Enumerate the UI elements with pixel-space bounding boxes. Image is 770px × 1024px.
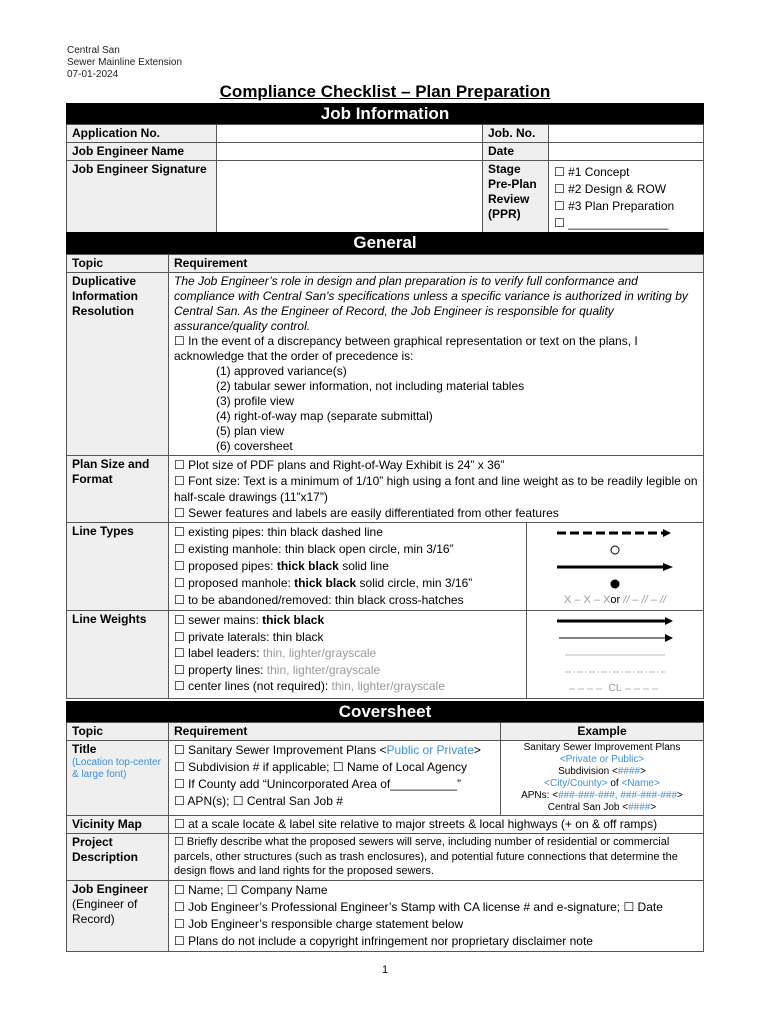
text-segment: ☐ property lines: <box>174 662 267 677</box>
checklist-item[interactable] <box>174 592 521 609</box>
job-engineer-name-label: Job Engineer Name <box>67 143 217 161</box>
line-types-items <box>169 523 527 611</box>
checklist-item[interactable] <box>174 662 521 679</box>
hatch-x: X – X – X <box>563 594 611 606</box>
line-weights-symbols <box>527 611 704 699</box>
checklist-item[interactable] <box>174 558 521 575</box>
checklist-item[interactable]: ☐ Plans do not include a copyright infringement nor proprietary disclaimer note <box>174 933 593 948</box>
text-segment: ☐ proposed pipes: <box>174 559 277 573</box>
job-no-label: Job. No. <box>483 125 549 143</box>
text-segment: ☐ private laterals: thin black <box>174 629 324 644</box>
example-line <box>506 802 698 814</box>
stage-option-design-row[interactable]: ☐ #2 Design & ROW <box>554 182 667 196</box>
job-engineer-signature-label: Job Engineer Signature <box>67 161 217 234</box>
document-header <box>67 45 182 81</box>
stage-options <box>549 161 704 234</box>
text-segment: > <box>650 802 657 813</box>
checklist-item[interactable] <box>174 645 521 662</box>
org-name: Central San <box>67 45 120 56</box>
page-title <box>0 82 770 102</box>
solid-circle-icon <box>532 575 698 592</box>
title-topic-cell <box>67 741 169 816</box>
text-segment: > <box>677 790 683 801</box>
job-engineer-note: (Engineer of Record) <box>72 896 138 926</box>
general-table <box>66 254 704 699</box>
text-segment: ☐ label leaders: <box>174 646 263 660</box>
text-segment: ☐ Sanitary Sewer Improvement Plans < <box>174 743 387 757</box>
example-line <box>506 754 698 766</box>
precedence-item: (2) tabular sewer information, not including material tables <box>216 379 525 393</box>
dashed-arrow-icon <box>532 524 698 541</box>
application-no-field[interactable] <box>217 125 483 143</box>
precedence-item: (6) coversheet <box>216 439 293 453</box>
text-segment: ☐ sewer mains: <box>174 613 263 627</box>
text-segment: of <box>607 778 622 789</box>
cs-topic-header: Topic <box>67 723 169 741</box>
text-segment: #### <box>628 802 651 813</box>
line-weights-items <box>169 611 527 699</box>
text-segment: <Name> <box>621 778 660 789</box>
text-segment: > <box>640 766 646 777</box>
job-engineer-name-field[interactable] <box>217 143 483 161</box>
checklist-item[interactable] <box>174 678 521 695</box>
checklist-item[interactable]: ☐ Plot size of PDF plans and Right-of-Way Exhibit is 24” x 36” <box>174 458 505 472</box>
vicinity-topic: Vicinity Map <box>67 816 169 834</box>
title-topic: Title <box>72 742 97 756</box>
text-segment: thin, lighter/grayscale <box>266 662 381 677</box>
checklist-item[interactable] <box>174 575 521 592</box>
line-types-symbols <box>527 523 704 611</box>
text-segment: solid line <box>338 559 389 573</box>
text-segment: ☐ proposed manhole: <box>174 576 295 590</box>
checklist-item[interactable]: ☐ Name; ☐ Company Name <box>174 882 328 897</box>
line-weights-topic: Line Weights <box>67 611 169 699</box>
requirement-header: Requirement <box>169 255 704 273</box>
example-line <box>506 790 698 802</box>
open-circle-icon <box>532 541 698 558</box>
text-segment: thick black <box>276 559 339 573</box>
duplicative-topic: Duplicative Information Resolution <box>67 273 169 456</box>
duplicative-intro: The Job Engineer’s role in design and plan preparation is to verify full conformance and compliance with Central San's specifications unless a specific variance is authorized in writing by Central San. As the Engineer of Record, the Job Engineer is responsible for quality assurance/quality control. <box>174 274 688 333</box>
project-name: Sewer Mainline Extension <box>67 57 183 68</box>
center-line-label: CL <box>608 683 622 694</box>
stage-option-concept[interactable]: ☐ #1 Concept <box>554 165 630 179</box>
text-segment: ☐ If County add “Unincorporated Area of__________” <box>174 777 461 791</box>
application-no-label: Application No. <box>67 125 217 143</box>
text-segment: thick black <box>294 576 357 590</box>
text-segment: APNs: < <box>521 790 559 801</box>
text-segment: Public or Private <box>386 743 474 757</box>
plan-size-items <box>169 456 704 523</box>
precedence-checkbox[interactable]: ☐ In the event of a discrepancy between graphical representation or text on the plans, I acknowledge that the order of precedence is: <box>174 334 638 363</box>
example-line <box>506 778 698 790</box>
job-information-heading: Job Information <box>66 103 704 125</box>
job-no-field[interactable] <box>549 125 704 143</box>
center-line-icon <box>532 680 698 697</box>
job-engineer-signature-field[interactable] <box>217 161 483 234</box>
checklist-item[interactable] <box>174 524 521 541</box>
checklist-item[interactable] <box>174 759 495 776</box>
thick-arrow-icon <box>532 612 698 629</box>
text-segment: ☐ APN(s); ☐ Central San Job # <box>174 794 343 808</box>
text-segment: > <box>473 743 481 757</box>
example-line <box>506 742 698 754</box>
text-segment: ☐ existing manhole: thin black open circle, min 3/16” <box>174 542 454 556</box>
cs-requirement-header: Requirement <box>169 723 501 741</box>
stage-label: Stage Pre-Plan Review (PPR) <box>483 161 549 234</box>
cs-example-header: Example <box>501 723 704 741</box>
checklist-item[interactable]: ☐ Job Engineer’s Professional Engineer’s Stamp with CA license # and e-signature; ☐ Date <box>174 899 663 914</box>
checklist-item[interactable] <box>174 776 495 793</box>
precedence-item: (1) approved variance(s) <box>216 364 347 378</box>
checklist-item[interactable] <box>174 793 495 810</box>
text-segment: solid circle, min 3/16” <box>356 576 473 590</box>
duplicative-requirement <box>169 273 704 456</box>
precedence-item: (5) plan view <box>216 424 285 438</box>
text-segment: ☐ to be abandoned/removed: thin black cross-hatches <box>174 593 464 607</box>
plan-size-topic: Plan Size and Format <box>67 456 169 523</box>
checklist-item[interactable] <box>174 742 495 759</box>
hatch-slash: // – // – // <box>623 594 667 606</box>
stage-option-other[interactable]: ☐ _______________ <box>554 216 669 230</box>
property-line-icon <box>532 663 698 680</box>
date-label: Date <box>483 143 549 161</box>
checklist-item[interactable] <box>174 612 521 629</box>
job-information-table <box>66 124 704 234</box>
checklist-item[interactable]: ☐ Sewer features and labels are easily differentiated from other features <box>174 506 559 520</box>
text-segment: Subdivision < <box>558 766 618 777</box>
page-number: 1 <box>381 963 389 976</box>
text-segment: Central San Job < <box>547 802 629 813</box>
general-heading: General <box>66 232 704 254</box>
cross-hatch-symbol <box>532 592 698 609</box>
precedence-item: (4) right-of-way map (separate submittal) <box>216 409 433 423</box>
project-item[interactable]: ☐ Briefly describe what the proposed sewers will serve, including number of residential or commercial parcels, other structures (such as trash enclosures), and potential future connections that determine the design flows and land rights for the proposed sewers. <box>169 834 704 881</box>
gray-line-icon <box>532 646 698 663</box>
center-line-left <box>569 686 605 692</box>
title-items <box>169 741 501 816</box>
job-engineer-items <box>169 880 704 951</box>
date-field[interactable] <box>549 143 704 161</box>
checklist-item[interactable] <box>174 629 521 646</box>
stage-option-plan-preparation[interactable]: ☐ #3 Plan Preparation <box>554 199 675 213</box>
job-engineer-topic-cell <box>67 880 169 951</box>
revision-date: 07-01-2024 <box>67 69 119 80</box>
text-segment: ☐ Subdivision # if applicable; ☐ Name of Local Agency <box>174 760 468 774</box>
checklist-item[interactable] <box>174 541 521 558</box>
text-segment: ☐ center lines (not required): <box>174 679 332 693</box>
text-segment: #### <box>617 766 641 777</box>
line-types-topic: Line Types <box>67 523 169 611</box>
document-body <box>66 254 704 976</box>
text-segment: thick black <box>262 613 325 627</box>
text-segment: ☐ existing pipes: thin black dashed line <box>174 525 383 539</box>
text-segment: Sanitary Sewer Improvement Plans <box>523 742 681 753</box>
text-segment: thin, lighter/grayscale <box>331 679 445 693</box>
coversheet-table <box>66 722 704 952</box>
thin-arrow-icon <box>532 629 698 646</box>
text-segment: <City/County> <box>544 778 608 789</box>
title-example <box>501 741 704 816</box>
job-engineer-topic: Job Engineer <box>72 881 149 896</box>
example-line <box>506 766 698 778</box>
text-segment: ###-###-###, ###-###-### <box>558 790 678 801</box>
checklist-item[interactable]: ☐ Font size: Text is a minimum of 1/10” high using a font and line weight as to be readily legible on half-scale drawings (11”x17”) <box>174 474 698 504</box>
solid-arrow-icon <box>532 558 698 575</box>
text-segment: thin, lighter/grayscale <box>262 646 377 660</box>
vicinity-item[interactable]: ☐ at a scale locate & label site relative to major streets & local highways (+ on & off ramps) <box>169 816 704 834</box>
precedence-list <box>174 364 698 454</box>
precedence-item: (3) profile view <box>216 394 295 408</box>
topic-header: Topic <box>67 255 169 273</box>
text-segment: <Private or Public> <box>559 754 645 765</box>
coversheet-heading: Coversheet <box>66 701 704 722</box>
hatch-or: or <box>610 594 621 606</box>
title-topic-note: (Location top-center & large font) <box>72 757 161 780</box>
checklist-item[interactable]: ☐ Job Engineer’s responsible charge statement below <box>174 916 464 931</box>
page-title-text: Compliance Checklist – Plan Preparation <box>219 82 551 101</box>
project-topic: Project Description <box>67 834 169 881</box>
center-line-right <box>625 686 661 692</box>
